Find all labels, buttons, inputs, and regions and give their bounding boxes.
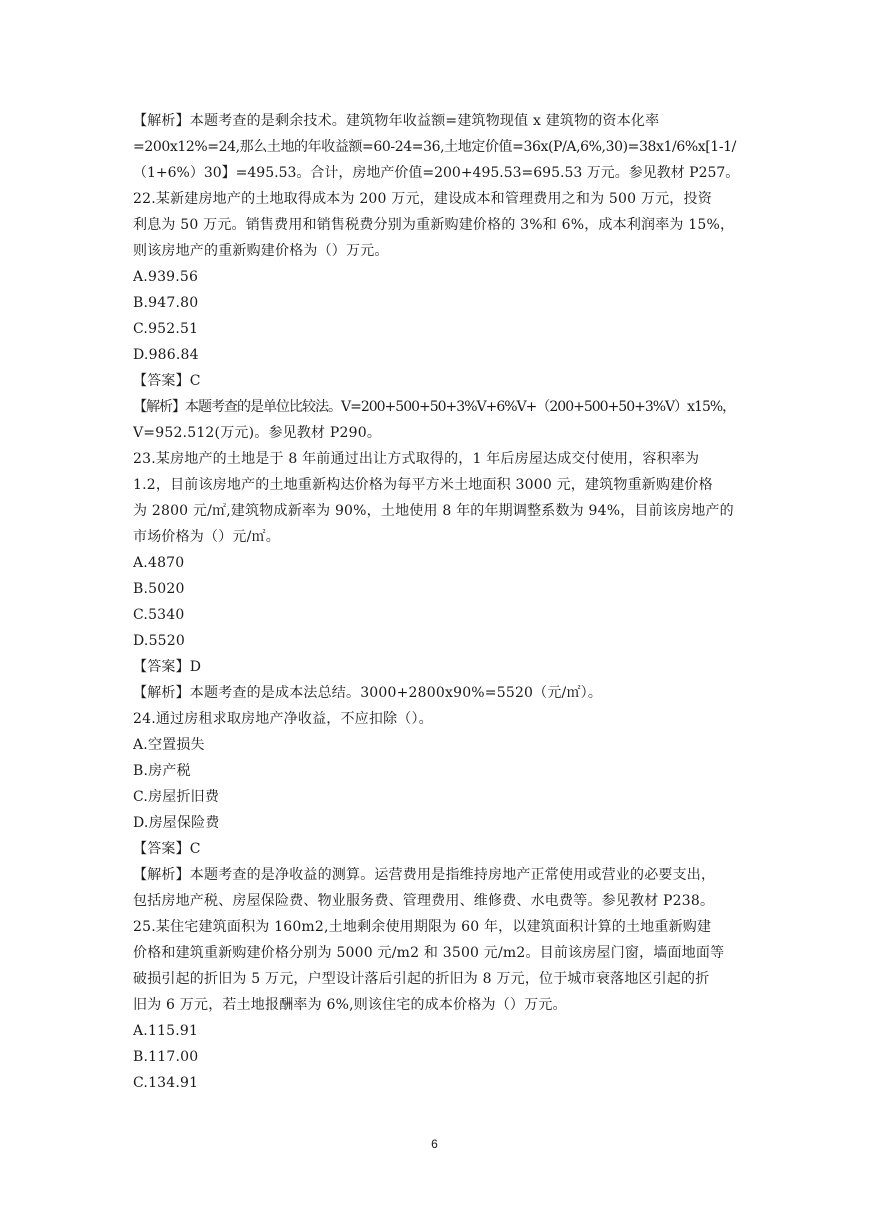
text-line: 【解析】本题考查的是成本法总结。3000+2800x90%=5520（元/㎡）。 [133,685,603,701]
text-line: 市场价格为（）元/㎡。 [133,529,280,545]
text-line: 【解析】本题考查的是单位比较法。V=200+500+50+3%V+6%V+（200+500+50+3%V）x15%， [133,399,736,415]
text-line: C.134.91 [133,1075,199,1091]
text-line: B.5020 [133,581,185,597]
text-line: C.5340 [133,607,185,623]
text-line: C.952.51 [133,321,199,337]
text-line: 为 2800 元/㎡,建筑物成新率为 90%，土地使用 8 年的年期调整系数为 94%，目前该房地产的 [133,503,734,519]
text-line: 24.通过房租求取房地产净收益，不应扣除（）。 [133,711,433,727]
text-line: （1+6%）30】=495.53。合计，房地产价值=200+495.53=695.53 万元。参见教材 P257。 [133,165,739,181]
text-line: 25.某住宅建筑面积为 160m2,土地剩余使用期限为 60 年，以建筑面积计算的土地重新购建 [133,919,712,935]
text-line: D.986.84 [133,347,199,363]
text-line: 利息为 50 万元。销售费用和销售税费分别为重新购建价格的 3%和 6%，成本利润率为 15%， [133,217,735,233]
text-line: B.947.80 [133,295,199,311]
text-line: 旧为 6 万元，若土地报酬率为 6%,则该住宅的成本价格为（）万元。 [133,997,567,1013]
text-line: B.房产税 [133,763,191,779]
text-line: 【解析】本题考查的是净收益的测算。运营费用是指维持房地产正常使用或营业的必要支出， [133,867,716,883]
text-line: B.117.00 [133,1049,199,1065]
text-line: A.939.56 [133,269,199,285]
text-line: 23.某房地产的土地是于 8 年前通过出让方式取得的，1 年后房屋达成交付使用，容积率为 [133,451,700,467]
text-line: 则该房地产的重新购建价格为（）万元。 [133,243,389,259]
text-line: =200x12%=24,那么土地的年收益额=60-24=36,土地定价值=36x(P/A,6%,30)=38x1/6%x[1-1/ [133,139,736,155]
text-line: 【答案】D [133,659,202,675]
text-line: 1.2，目前该房地产的土地重新构达价格为每平方米土地面积 3000 元，建筑物重新购建价格 [133,477,713,493]
text-line: D.5520 [133,633,186,649]
text-line: D.房屋保险费 [133,815,220,831]
document-body [133,108,739,1096]
text-line: C.房屋折旧费 [133,789,220,805]
text-line: V=952.512(万元)。参见教材 P290。 [133,425,382,441]
text-line: A.115.91 [133,1023,199,1039]
text-line: 22.某新建房地产的土地取得成本为 200 万元，建设成本和管理费用之和为 500 万元，投资 [133,191,712,207]
page-number: 6 [431,1137,438,1151]
text-line: 【解析】本题考查的是剩余技术。建筑物年收益额=建筑物现值 x 建筑物的资本化率 [133,113,660,129]
text-line: A.4870 [133,555,185,571]
text-line: A.空置损失 [133,737,205,753]
text-line: 价格和建筑重新购建价格分别为 5000 元/m2 和 3500 元/m2。目前该房屋门窗，墙面地面等 [133,945,725,961]
text-line: 【答案】C [133,373,201,389]
text-line: 破损引起的折旧为 5 万元，户型设计落后引起的折旧为 8 万元，位于城市衰落地区引起的折 [133,971,710,987]
text-line: 【答案】C [133,841,201,857]
text-line: 包括房地产税、房屋保险费、物业服务费、管理费用、维修费、水电费等。参见教材 P238。 [133,893,715,909]
